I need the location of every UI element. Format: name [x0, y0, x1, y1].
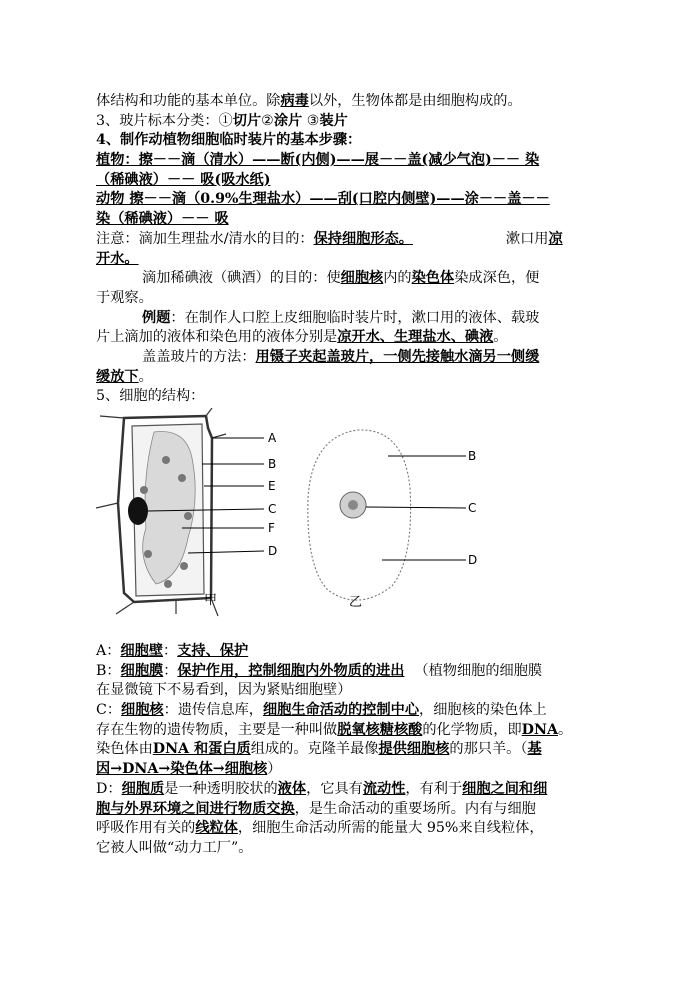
answer-d-line-4: 它被人叫做“动力工厂”。 [96, 839, 253, 856]
keyword: 因→DNA→染色体→细胞核 [96, 761, 268, 778]
structure-answers [96, 642, 602, 859]
text: ： [163, 643, 178, 659]
answer-c-line-2 [96, 721, 602, 741]
text: B： [96, 662, 121, 679]
keyword: 提供细胞核 [378, 741, 450, 758]
text: C： [96, 702, 122, 719]
text: 组成的。克隆羊最像 [250, 741, 379, 758]
answer-a [96, 642, 602, 662]
keyword: 装片 [319, 112, 348, 129]
iodine-purpose-line-2: 于观察。 [96, 289, 153, 306]
document-page [96, 92, 602, 859]
text: A： [96, 643, 121, 659]
keyword: 细胞质 [121, 780, 165, 797]
plant-label-e: E [268, 479, 276, 493]
text: 染成深色，便 [454, 270, 540, 287]
text: 存在生物的遗传物质，主要是一种叫做 [96, 721, 338, 738]
keyword: 细胞膜 [120, 662, 164, 679]
keyword: 支持、保护 [177, 643, 249, 659]
keyword: 缓放下 [96, 368, 139, 385]
coverslip-line-2 [96, 368, 602, 388]
keyword: 保护作用，控制细胞内外物质的进出 [177, 662, 405, 679]
keyword: 用镊子夹起盖玻片，一侧先接触水滴另一侧缓 [255, 348, 540, 365]
keyword: 染色体 [411, 270, 455, 287]
text: ③ [302, 112, 320, 129]
keyword: 凉开水、生理盐水、碘液 [337, 329, 494, 346]
plant-caption: 甲 [204, 593, 218, 608]
text: 注意：滴加生理盐水/清水的目的： [96, 230, 314, 247]
example-line-1 [96, 309, 602, 329]
text: 是一种透明胶状的 [164, 780, 278, 797]
slide-types-line [96, 112, 602, 132]
plant-steps-line-2: （稀碘液）－－ 吸(吸水纸) [96, 171, 271, 188]
note-line-2: 开水。 [96, 250, 139, 267]
note-line [96, 230, 602, 250]
example-line-2 [96, 328, 602, 348]
plant-steps-line-1: 植物：擦－－滴（清水）——断(内侧)——展－－盖(减少气泡)－－ 染 [96, 152, 540, 169]
text: ，有利于 [405, 780, 463, 797]
answer-b-line-2: 在显微镜下不易看到，因为紧贴细胞壁） [96, 682, 352, 699]
text: 滴加稀碘液（碘酒）的目的：使 [142, 270, 341, 287]
text-line-1 [96, 92, 602, 112]
text: 。 [138, 368, 153, 385]
text: 。 [493, 329, 508, 346]
iodine-purpose-line [96, 269, 602, 289]
keyword: 脱氧核糖核酸 [337, 721, 423, 738]
animal-cell [308, 430, 466, 600]
answer-c-line-1 [96, 701, 602, 721]
answer-c-line-4 [96, 760, 602, 780]
text: 以外，生物体都是由细胞构成的。 [308, 93, 522, 109]
answer-d-line-2 [96, 800, 602, 820]
text: ② [261, 112, 274, 129]
cell-diagram [96, 408, 602, 634]
text: ： [163, 662, 178, 679]
plant-label-a: A [268, 431, 277, 445]
answer-c-line-3 [96, 740, 602, 760]
section-heading-5: 5、细胞的结构： [96, 388, 205, 405]
section-heading-4: 4、制作动植物细胞临时装片的基本步骤： [96, 132, 362, 149]
keyword: 细胞之间和细 [462, 780, 548, 797]
animal-steps-line-2: 染（稀碘液）－－ 吸 [96, 211, 229, 228]
plant-label-d: D [268, 544, 278, 558]
animal-caption: 乙 [349, 595, 363, 610]
text: 染色体由 [96, 741, 153, 758]
text: 的化学物质，即 [422, 721, 522, 738]
cell-structure-figure [96, 408, 602, 634]
plant-label-b: B [268, 457, 277, 471]
text: ，细胞生命活动所需的能量大 95%来自线粒体， [237, 820, 544, 837]
keyword: 切片 [232, 112, 262, 129]
text: ） [267, 761, 282, 778]
text: 盖盖玻片的方法： [142, 348, 256, 365]
text: ，细胞核的染色体上 [419, 702, 547, 719]
keyword: 基 [527, 741, 542, 758]
animal-label-c: C [468, 501, 477, 515]
keyword: 细胞核 [340, 270, 384, 287]
animal-steps-line-1: 动物 擦－－滴（0.9%生理盐水）——刮(口腔内侧壁)——涂－－盖－－ [96, 191, 550, 208]
keyword: 涂片 [273, 112, 303, 129]
keyword: DNA [521, 721, 558, 738]
answer-b-line-1 [96, 662, 602, 682]
text: （植物细胞的细胞膜 [414, 662, 543, 679]
text: 体结构和功能的基本单位。除 [96, 93, 281, 109]
animal-label-d: D [468, 553, 478, 567]
text: 内的 [383, 270, 412, 287]
keyword-virus: 病毒 [280, 93, 309, 109]
text: 。 [557, 721, 573, 738]
keyword: 保持细胞形态。 [313, 230, 413, 247]
text: D： [96, 780, 122, 797]
keyword: 流动性 [362, 780, 406, 797]
text: 的那只羊。（ [449, 741, 528, 758]
answer-d-line-3 [96, 819, 602, 839]
keyword: 液体 [277, 780, 307, 797]
text: 片上滴加的液体和染色用的液体分别是 [96, 329, 338, 346]
answer-d-line-1 [96, 780, 602, 800]
example-label: 例题 [142, 309, 171, 326]
keyword: 细胞核 [121, 702, 164, 719]
keyword: 细胞生命活动的控制中心 [262, 702, 420, 719]
text: 3、玻片标本分类：① [96, 112, 233, 129]
text: 漱口用 [505, 230, 549, 247]
keyword: 胞与外界环境之间进行物质交换 [96, 800, 295, 817]
text: ，是生命活动的重要场所。内有与细胞 [294, 800, 536, 817]
text: ：遗传信息库， [163, 702, 263, 719]
keyword: 线粒体 [195, 820, 238, 837]
text: ：在制作人口腔上皮细胞临时装片时，漱口用的液体、载玻 [170, 309, 540, 326]
text: ，它具有 [306, 780, 363, 797]
keyword: DNA 和蛋白质 [152, 741, 251, 758]
animal-label-b: B [468, 449, 477, 463]
coverslip-line-1 [96, 348, 602, 368]
keyword: 细胞壁 [120, 643, 164, 659]
keyword: 凉 [548, 230, 563, 247]
plant-label-c: C [268, 502, 277, 516]
plant-label-f: F [268, 521, 275, 535]
text: 呼吸作用有关的 [96, 820, 196, 837]
plant-cell [96, 408, 264, 616]
